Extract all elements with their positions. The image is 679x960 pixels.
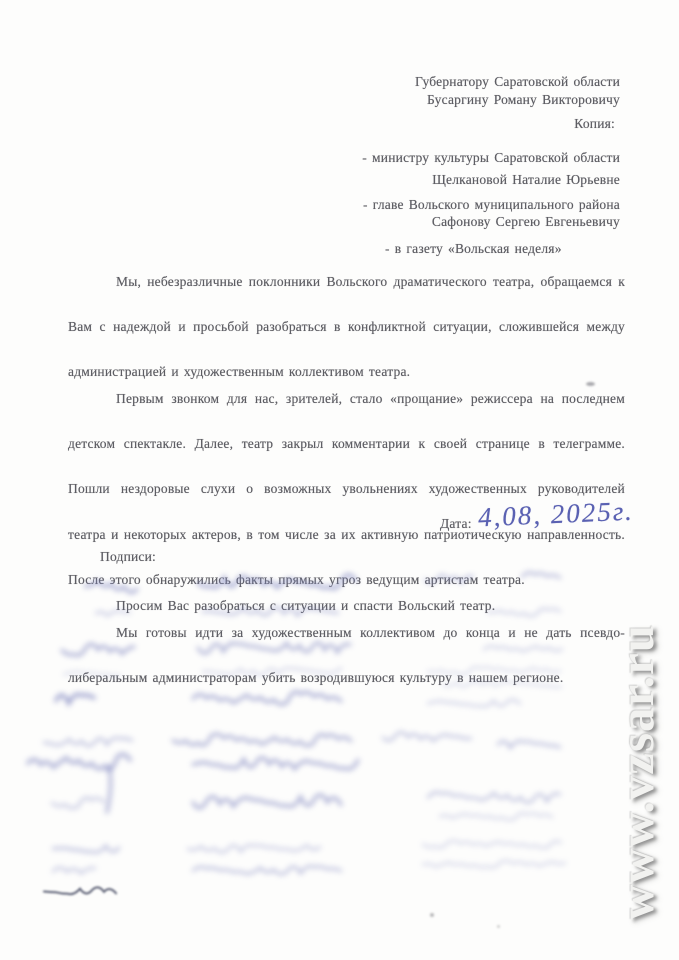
body-line: Мы готовы идти за художественным коллективом до конца и не дать псевдо- — [116, 624, 625, 640]
body-line: Первым звонком для нас, зрителей, стало «прощание» режиссера на последнем — [116, 390, 625, 406]
signature-mark — [383, 731, 471, 744]
signature-mark — [104, 766, 114, 812]
signature-mark — [423, 860, 565, 869]
copy-recipient-line: - в газету «Вольская неделя» — [385, 241, 562, 256]
paragraph — [68, 595, 625, 618]
signature-mark — [193, 864, 341, 877]
signature-mark — [53, 842, 119, 855]
body-line: После этого обнаружились факты прямых угроз ведущим артистам театра. — [68, 571, 525, 587]
signature-mark — [498, 738, 560, 751]
signature-mark — [440, 812, 552, 821]
signature-mark — [56, 692, 94, 709]
paragraph — [68, 271, 625, 384]
signature-mark — [28, 753, 130, 773]
copy-recipient-line: Сафонову Сергею Евгеньевичу — [431, 214, 620, 229]
signature-mark — [193, 756, 358, 773]
watermark-text: www.vzsar.ru — [609, 623, 664, 921]
copy-recipient-line: Щелкановой Наталие Юрьевне — [432, 172, 620, 187]
signature-mark — [193, 793, 341, 812]
signature-mark — [188, 843, 320, 855]
date-label: Дата: — [440, 516, 472, 531]
body-line: администрацией и художественным коллективом театра. — [68, 364, 411, 380]
signature-mark — [44, 886, 116, 897]
body-line: Просим Вас разобраться с ситуации и спасти Вольский театр. — [116, 598, 496, 614]
body-line: театра и некоторых актеров, в том числе за их активную патриотическую направленность. — [68, 526, 625, 542]
recipient-line: Бусаргину Роману Викторовичу — [427, 92, 620, 107]
signature-mark — [428, 790, 560, 805]
signature-mark — [423, 840, 561, 849]
body-line: Мы, небезразличные поклонники Вольского драматического театра, обращаемся к — [116, 274, 625, 289]
body-line: детском спектакле. Далее, театр закрыл комментарии к своей странице в телеграмме. — [68, 436, 625, 452]
signature-mark — [428, 698, 520, 709]
body-line: Вам с надеждой и просьбой разобраться в конфликтной ситуации, сложившейся между — [68, 319, 625, 335]
paragraph — [68, 622, 625, 690]
copy-recipient-line: - министру культуры Саратовской области — [362, 150, 620, 165]
copy-label: Копия: — [574, 116, 615, 131]
signature-mark — [53, 866, 95, 877]
signature-mark — [173, 733, 351, 748]
signature-mark — [52, 796, 104, 810]
signatures-label: Подписи: — [100, 549, 156, 564]
body-line: Пошли нездоровые слухи о возможных увольнениях художественных руководителей — [68, 481, 625, 497]
copy-recipient-line: - главе Вольского муниципального района — [363, 197, 620, 212]
scan-artifact-dot — [497, 925, 500, 928]
scan-artifact-dot — [430, 913, 434, 917]
letter-body — [68, 271, 625, 694]
signature-mark — [44, 736, 132, 749]
body-line: либеральным администраторам убить возродившуюся культуру в нашем регионе. — [68, 670, 564, 686]
recipient-line: Губернатору Саратовской области — [414, 74, 620, 89]
handwritten-date: 4,08, 2025г. — [477, 495, 635, 533]
